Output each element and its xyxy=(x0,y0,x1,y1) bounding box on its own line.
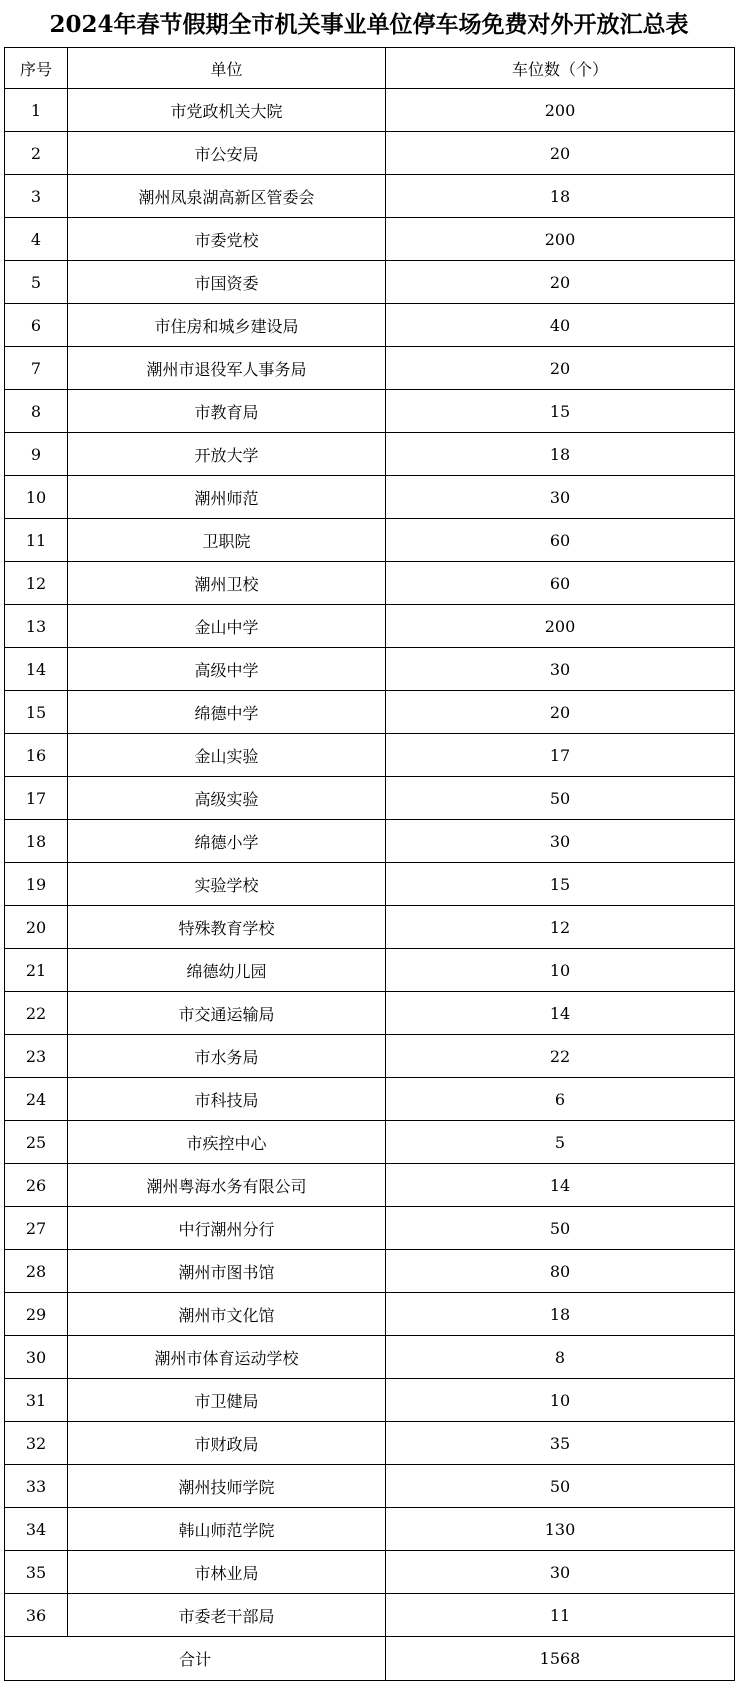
row-unit: 特殊教育学校 xyxy=(68,906,386,949)
table-row xyxy=(5,1293,735,1336)
row-unit: 卫职院 xyxy=(68,519,386,562)
row-spaces: 17 xyxy=(386,734,735,777)
row-index: 2 xyxy=(5,132,68,175)
row-unit: 市公安局 xyxy=(68,132,386,175)
row-spaces: 15 xyxy=(386,390,735,433)
table-row xyxy=(5,132,735,175)
row-unit: 潮州技师学院 xyxy=(68,1465,386,1508)
row-spaces: 130 xyxy=(386,1508,735,1551)
row-index: 35 xyxy=(5,1551,68,1594)
row-spaces: 10 xyxy=(386,1379,735,1422)
row-index: 28 xyxy=(5,1250,68,1293)
table-row xyxy=(5,1379,735,1422)
row-spaces: 20 xyxy=(386,347,735,390)
table-row xyxy=(5,648,735,691)
row-unit: 市水务局 xyxy=(68,1035,386,1078)
row-unit: 绵德幼儿园 xyxy=(68,949,386,992)
table-row xyxy=(5,261,735,304)
row-spaces: 50 xyxy=(386,777,735,820)
row-index: 21 xyxy=(5,949,68,992)
row-spaces: 20 xyxy=(386,691,735,734)
row-unit: 潮州市退役军人事务局 xyxy=(68,347,386,390)
table-row xyxy=(5,1336,735,1379)
row-unit: 金山实验 xyxy=(68,734,386,777)
header-index: 序号 xyxy=(5,48,68,89)
row-spaces: 18 xyxy=(386,175,735,218)
row-spaces: 80 xyxy=(386,1250,735,1293)
row-unit: 市委党校 xyxy=(68,218,386,261)
row-unit: 市林业局 xyxy=(68,1551,386,1594)
row-spaces: 8 xyxy=(386,1336,735,1379)
row-unit: 潮州市文化馆 xyxy=(68,1293,386,1336)
row-index: 6 xyxy=(5,304,68,347)
table-row xyxy=(5,863,735,906)
document-title: 2024年春节假期全市机关事业单位停车场免费对外开放汇总表 xyxy=(49,11,689,38)
row-unit: 潮州师范 xyxy=(68,476,386,519)
row-index: 34 xyxy=(5,1508,68,1551)
row-spaces: 50 xyxy=(386,1207,735,1250)
row-spaces: 14 xyxy=(386,992,735,1035)
table-row xyxy=(5,433,735,476)
table-row xyxy=(5,1465,735,1508)
row-unit: 市疾控中心 xyxy=(68,1121,386,1164)
row-unit: 高级中学 xyxy=(68,648,386,691)
table-row xyxy=(5,476,735,519)
row-spaces: 35 xyxy=(386,1422,735,1465)
row-unit: 中行潮州分行 xyxy=(68,1207,386,1250)
row-index: 30 xyxy=(5,1336,68,1379)
row-unit: 潮州凤泉湖高新区管委会 xyxy=(68,175,386,218)
row-unit: 市党政机关大院 xyxy=(68,89,386,132)
table-row xyxy=(5,1250,735,1293)
row-index: 20 xyxy=(5,906,68,949)
header-unit: 单位 xyxy=(68,48,386,89)
row-index: 10 xyxy=(5,476,68,519)
row-index: 11 xyxy=(5,519,68,562)
row-spaces: 60 xyxy=(386,519,735,562)
row-unit: 潮州粤海水务有限公司 xyxy=(68,1164,386,1207)
row-spaces: 30 xyxy=(386,476,735,519)
table-row xyxy=(5,175,735,218)
row-index: 4 xyxy=(5,218,68,261)
row-index: 25 xyxy=(5,1121,68,1164)
row-unit: 市交通运输局 xyxy=(68,992,386,1035)
row-unit: 市国资委 xyxy=(68,261,386,304)
row-spaces: 15 xyxy=(386,863,735,906)
row-spaces: 20 xyxy=(386,261,735,304)
table-row xyxy=(5,347,735,390)
table-row xyxy=(5,89,735,132)
table-row xyxy=(5,691,735,734)
table-row xyxy=(5,390,735,433)
table-row xyxy=(5,1551,735,1594)
total-row xyxy=(5,1637,735,1681)
row-index: 31 xyxy=(5,1379,68,1422)
row-spaces: 12 xyxy=(386,906,735,949)
row-index: 1 xyxy=(5,89,68,132)
row-unit: 高级实验 xyxy=(68,777,386,820)
row-index: 9 xyxy=(5,433,68,476)
table-row xyxy=(5,1594,735,1637)
table-row xyxy=(5,949,735,992)
row-spaces: 20 xyxy=(386,132,735,175)
table-row xyxy=(5,218,735,261)
row-unit: 潮州卫校 xyxy=(68,562,386,605)
table-row xyxy=(5,906,735,949)
row-index: 13 xyxy=(5,605,68,648)
row-spaces: 50 xyxy=(386,1465,735,1508)
row-spaces: 6 xyxy=(386,1078,735,1121)
row-index: 27 xyxy=(5,1207,68,1250)
row-unit: 市教育局 xyxy=(68,390,386,433)
row-index: 18 xyxy=(5,820,68,863)
row-index: 22 xyxy=(5,992,68,1035)
row-spaces: 22 xyxy=(386,1035,735,1078)
row-unit: 市卫健局 xyxy=(68,1379,386,1422)
table-row xyxy=(5,1164,735,1207)
table-row xyxy=(5,519,735,562)
table-header-row xyxy=(5,48,735,89)
header-spaces: 车位数（个） xyxy=(386,48,735,89)
row-unit: 实验学校 xyxy=(68,863,386,906)
total-spaces: 1568 xyxy=(386,1637,735,1681)
row-index: 23 xyxy=(5,1035,68,1078)
row-unit: 绵德中学 xyxy=(68,691,386,734)
row-index: 32 xyxy=(5,1422,68,1465)
table-row xyxy=(5,777,735,820)
row-index: 16 xyxy=(5,734,68,777)
row-unit: 潮州市图书馆 xyxy=(68,1250,386,1293)
table-row xyxy=(5,820,735,863)
row-unit: 开放大学 xyxy=(68,433,386,476)
row-spaces: 11 xyxy=(386,1594,735,1637)
row-unit: 市科技局 xyxy=(68,1078,386,1121)
row-spaces: 200 xyxy=(386,89,735,132)
row-unit: 市委老干部局 xyxy=(68,1594,386,1637)
row-index: 5 xyxy=(5,261,68,304)
row-unit: 市财政局 xyxy=(68,1422,386,1465)
row-index: 3 xyxy=(5,175,68,218)
row-index: 19 xyxy=(5,863,68,906)
row-spaces: 5 xyxy=(386,1121,735,1164)
row-spaces: 14 xyxy=(386,1164,735,1207)
table-row xyxy=(5,1207,735,1250)
table-row xyxy=(5,1035,735,1078)
row-spaces: 60 xyxy=(386,562,735,605)
row-index: 36 xyxy=(5,1594,68,1637)
row-index: 8 xyxy=(5,390,68,433)
row-index: 29 xyxy=(5,1293,68,1336)
table-row xyxy=(5,992,735,1035)
row-index: 17 xyxy=(5,777,68,820)
row-unit: 绵德小学 xyxy=(68,820,386,863)
table-row xyxy=(5,605,735,648)
row-unit: 市住房和城乡建设局 xyxy=(68,304,386,347)
table-row xyxy=(5,734,735,777)
row-spaces: 30 xyxy=(386,648,735,691)
row-spaces: 30 xyxy=(386,1551,735,1594)
row-index: 24 xyxy=(5,1078,68,1121)
table-row xyxy=(5,1422,735,1465)
row-spaces: 10 xyxy=(386,949,735,992)
table-row xyxy=(5,304,735,347)
table-row xyxy=(5,562,735,605)
table-row xyxy=(5,1121,735,1164)
row-spaces: 30 xyxy=(386,820,735,863)
total-label: 合计 xyxy=(5,1637,386,1681)
row-unit: 金山中学 xyxy=(68,605,386,648)
row-spaces: 18 xyxy=(386,1293,735,1336)
row-unit: 韩山师范学院 xyxy=(68,1508,386,1551)
row-spaces: 40 xyxy=(386,304,735,347)
row-spaces: 200 xyxy=(386,218,735,261)
row-unit: 潮州市体育运动学校 xyxy=(68,1336,386,1379)
row-index: 33 xyxy=(5,1465,68,1508)
table-row xyxy=(5,1508,735,1551)
row-index: 26 xyxy=(5,1164,68,1207)
row-index: 15 xyxy=(5,691,68,734)
row-spaces: 18 xyxy=(386,433,735,476)
row-spaces: 200 xyxy=(386,605,735,648)
parking-summary-table xyxy=(4,47,735,1681)
row-index: 14 xyxy=(5,648,68,691)
row-index: 12 xyxy=(5,562,68,605)
table-body xyxy=(5,89,735,1637)
row-index: 7 xyxy=(5,347,68,390)
table-row xyxy=(5,1078,735,1121)
